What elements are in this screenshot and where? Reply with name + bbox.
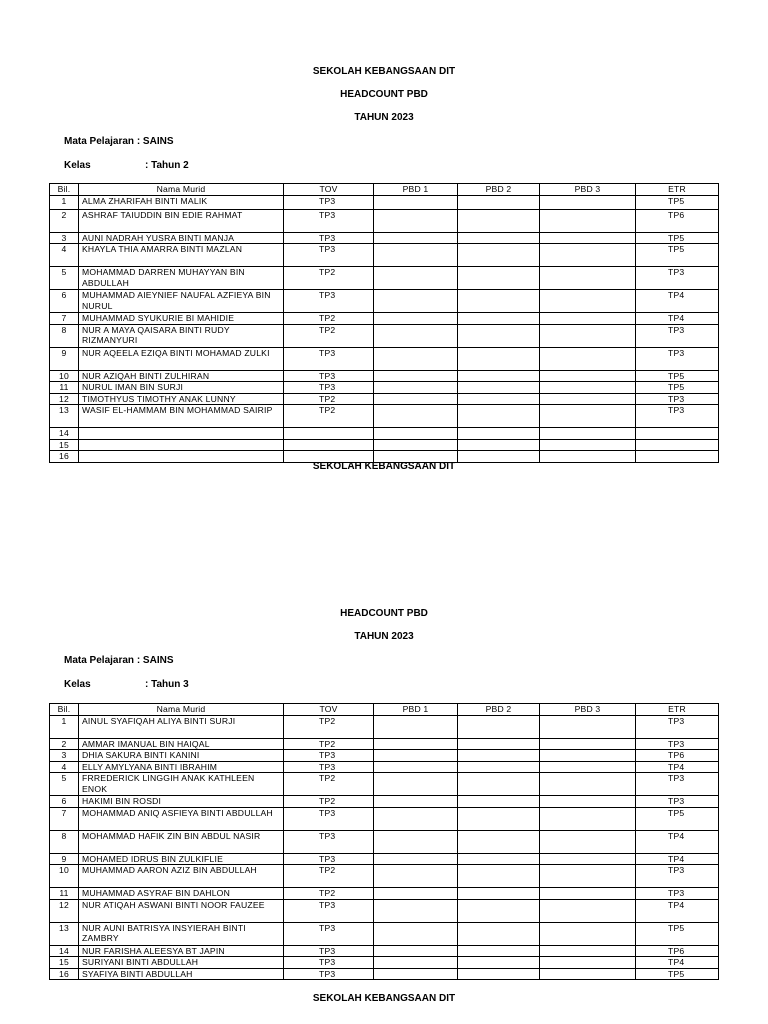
cell-etr: TP4 [636,290,719,313]
cell-name: NUR A MAYA QAISARA BINTI RUDY RIZMANYURI [79,324,284,347]
year-label: TAHUN 2023 [354,631,414,642]
cell-tov: TP2 [284,738,374,750]
cell-tov: TP3 [284,750,374,762]
table-row [50,428,719,440]
table-row [50,773,719,796]
table-row [50,195,719,209]
col-header-bil: Bil. [50,704,79,716]
table-row [50,945,719,957]
cell-pbd1 [374,853,458,865]
school-name: SEKOLAH KEBANGSAAN DIT [312,66,456,77]
cell-pbd2 [458,899,540,922]
cell-pbd3 [540,244,636,267]
table-row [50,738,719,750]
cell-bil: 6 [50,796,79,808]
cell-tov: TP2 [284,888,374,900]
cell-name: MOHAMMAD DARREN MUHAYYAN BIN ABDULLAH [79,267,284,290]
cell-etr: TP3 [636,865,719,888]
table-row [50,853,719,865]
cell-pbd2 [458,738,540,750]
cell-bil: 11 [50,382,79,394]
school-name: SEKOLAH KEBANGSAAN DIT [312,993,456,1004]
cell-pbd1 [374,945,458,957]
cell-etr: TP5 [636,807,719,830]
cell-bil: 10 [50,865,79,888]
cell-pbd2 [458,290,540,313]
table-row [50,244,719,267]
cell-bil: 10 [50,370,79,382]
cell-bil: 14 [50,945,79,957]
cell-etr: TP3 [636,773,719,796]
cell-pbd1 [374,405,458,428]
document-title: HEADCOUNT PBD [340,89,428,100]
cell-etr: TP6 [636,209,719,232]
cell-tov: TP3 [284,347,374,370]
table-row [50,439,719,451]
cell-pbd1 [374,715,458,738]
cell-tov: TP3 [284,244,374,267]
cell-etr: TP3 [636,738,719,750]
table-row [50,888,719,900]
cell-pbd1 [374,439,458,451]
cell-tov: TP2 [284,773,374,796]
cell-bil: 3 [50,750,79,762]
cell-pbd3 [540,957,636,969]
cell-pbd2 [458,865,540,888]
cell-name: HAKIMI BIN ROSDI [79,796,284,808]
cell-bil: 5 [50,773,79,796]
table-row [50,393,719,405]
cell-pbd3 [540,290,636,313]
cell-pbd1 [374,347,458,370]
cell-bil: 3 [50,232,79,244]
table-row [50,865,719,888]
cell-pbd2 [458,853,540,865]
cell-tov: TP3 [284,957,374,969]
cell-bil: 8 [50,830,79,853]
cell-name [79,439,284,451]
cell-name: ALMA ZHARIFAH BINTI MALIK [79,195,284,209]
cell-tov: TP3 [284,830,374,853]
cell-etr: TP3 [636,405,719,428]
cell-name: MOHAMMAD HAFIK ZIN BIN ABDUL NASIR [79,830,284,853]
cell-bil: 16 [50,968,79,980]
cell-pbd2 [458,313,540,325]
cell-bil: 16 [50,451,79,463]
cell-pbd2 [458,439,540,451]
cell-pbd3 [540,888,636,900]
cell-pbd1 [374,370,458,382]
table-row [50,347,719,370]
col-header-pbd2: PBD 2 [458,704,540,716]
cell-name: SYAFIYA BINTI ABDULLAH [79,968,284,980]
cell-tov [284,439,374,451]
cell-pbd1 [374,761,458,773]
cell-etr: TP5 [636,382,719,394]
cell-etr: TP6 [636,945,719,957]
col-header-name: Nama Murid [79,704,284,716]
cell-tov: TP3 [284,290,374,313]
cell-etr: TP3 [636,267,719,290]
cell-pbd2 [458,773,540,796]
headcount-table [49,703,719,980]
cell-etr: TP4 [636,313,719,325]
cell-name: ASHRAF TAIUDDIN BIN EDIE RAHMAT [79,209,284,232]
cell-pbd3 [540,209,636,232]
cell-etr: TP5 [636,232,719,244]
cell-etr: TP5 [636,195,719,209]
cell-pbd1 [374,922,458,945]
cell-tov: TP3 [284,761,374,773]
cell-pbd2 [458,195,540,209]
cell-pbd3 [540,195,636,209]
table-row [50,968,719,980]
cell-tov: TP3 [284,370,374,382]
cell-tov: TP2 [284,865,374,888]
cell-name: FRREDERICK LINGGIH ANAK KATHLEEN ENOK [79,773,284,796]
class-value: : Tahun 3 [145,679,189,690]
cell-pbd1 [374,796,458,808]
headcount-table [49,183,719,463]
cell-tov: TP2 [284,405,374,428]
cell-bil: 12 [50,899,79,922]
col-header-pbd2: PBD 2 [458,184,540,196]
table-row [50,370,719,382]
cell-name: WASIF EL-HAMMAM BIN MOHAMMAD SAIRIP [79,405,284,428]
cell-bil: 12 [50,393,79,405]
cell-pbd1 [374,232,458,244]
cell-pbd2 [458,715,540,738]
table-row [50,267,719,290]
cell-pbd2 [458,968,540,980]
cell-pbd2 [458,750,540,762]
cell-pbd3 [540,796,636,808]
table-row [50,290,719,313]
table-row [50,382,719,394]
cell-etr: TP3 [636,393,719,405]
cell-pbd2 [458,405,540,428]
table-row [50,807,719,830]
cell-pbd1 [374,865,458,888]
cell-pbd3 [540,405,636,428]
cell-bil: 6 [50,290,79,313]
col-header-pbd3: PBD 3 [540,184,636,196]
cell-pbd1 [374,267,458,290]
cell-name: NURUL IMAN BIN SURJI [79,382,284,394]
cell-bil: 13 [50,405,79,428]
cell-pbd2 [458,267,540,290]
table-row [50,830,719,853]
class-label: Kelas [64,160,91,171]
cell-pbd3 [540,738,636,750]
cell-name: NUR AZIQAH BINTI ZULHIRAN [79,370,284,382]
cell-pbd2 [458,347,540,370]
cell-tov: TP2 [284,715,374,738]
cell-pbd1 [374,244,458,267]
cell-pbd1 [374,957,458,969]
cell-tov: TP2 [284,267,374,290]
cell-bil: 15 [50,957,79,969]
cell-etr [636,439,719,451]
cell-name: MOHAMMAD ANIQ ASFIEYA BINTI ABDULLAH [79,807,284,830]
cell-pbd3 [540,968,636,980]
cell-pbd2 [458,428,540,440]
cell-pbd3 [540,439,636,451]
cell-pbd2 [458,761,540,773]
col-header-etr: ETR [636,704,719,716]
cell-pbd3 [540,761,636,773]
cell-pbd3 [540,382,636,394]
cell-pbd3 [540,750,636,762]
cell-bil: 8 [50,324,79,347]
cell-name: MUHAMMAD AARON AZIZ BIN ABDULLAH [79,865,284,888]
cell-tov: TP2 [284,324,374,347]
cell-tov: TP3 [284,807,374,830]
cell-name: DHIA SAKURA BINTI KANINI [79,750,284,762]
cell-tov: TP2 [284,313,374,325]
cell-etr: TP4 [636,853,719,865]
school-name: SEKOLAH KEBANGSAAN DIT [312,461,456,472]
table-row [50,750,719,762]
cell-name: SURIYANI BINTI ABDULLAH [79,957,284,969]
cell-name: NUR AQEELA EZIQA BINTI MOHAMAD ZULKI [79,347,284,370]
cell-bil: 11 [50,888,79,900]
cell-name: AMMAR IMANUAL BIN HAIQAL [79,738,284,750]
cell-bil: 9 [50,347,79,370]
cell-name: AUNI NADRAH YUSRA BINTI MANJA [79,232,284,244]
cell-name: KHAYLA THIA AMARRA BINTI MAZLAN [79,244,284,267]
cell-bil: 14 [50,428,79,440]
cell-etr: TP5 [636,370,719,382]
cell-name [79,428,284,440]
subject-label: Mata Pelajaran : SAINS [64,655,174,666]
cell-pbd3 [540,393,636,405]
cell-tov: TP3 [284,232,374,244]
cell-tov: TP2 [284,393,374,405]
cell-bil: 4 [50,244,79,267]
cell-bil: 4 [50,761,79,773]
cell-etr: TP5 [636,968,719,980]
cell-name: NUR AUNI BATRISYA INSYIERAH BINTI ZAMBRY [79,922,284,945]
cell-pbd3 [540,370,636,382]
cell-pbd2 [458,324,540,347]
cell-bil: 5 [50,267,79,290]
table-row [50,715,719,738]
cell-pbd3 [540,428,636,440]
cell-etr [636,428,719,440]
cell-tov: TP3 [284,945,374,957]
cell-bil: 7 [50,313,79,325]
cell-pbd3 [540,267,636,290]
cell-bil: 9 [50,853,79,865]
cell-etr: TP5 [636,244,719,267]
col-header-bil: Bil. [50,184,79,196]
cell-pbd1 [374,324,458,347]
cell-bil: 2 [50,209,79,232]
cell-pbd3 [540,715,636,738]
cell-pbd1 [374,738,458,750]
table-row [50,209,719,232]
cell-bil: 2 [50,738,79,750]
document-title: HEADCOUNT PBD [340,608,428,619]
cell-pbd2 [458,232,540,244]
table-row [50,761,719,773]
cell-pbd2 [458,370,540,382]
col-header-etr: ETR [636,184,719,196]
cell-etr: TP3 [636,796,719,808]
table-header-row [50,704,719,716]
col-header-tov: TOV [284,704,374,716]
cell-tov: TP3 [284,922,374,945]
cell-etr: TP4 [636,761,719,773]
cell-pbd3 [540,853,636,865]
cell-pbd3 [540,347,636,370]
cell-tov: TP3 [284,853,374,865]
cell-tov: TP3 [284,899,374,922]
cell-etr: TP6 [636,750,719,762]
cell-bil: 1 [50,715,79,738]
col-header-pbd3: PBD 3 [540,704,636,716]
cell-bil: 13 [50,922,79,945]
cell-tov [284,428,374,440]
cell-pbd1 [374,773,458,796]
col-header-pbd1: PBD 1 [374,704,458,716]
subject-label: Mata Pelajaran : SAINS [64,136,174,147]
cell-pbd2 [458,807,540,830]
cell-name: AINUL SYAFIQAH ALIYA BINTI SURJI [79,715,284,738]
table-header-row [50,184,719,196]
cell-pbd3 [540,945,636,957]
cell-tov: TP3 [284,382,374,394]
cell-pbd3 [540,232,636,244]
cell-pbd1 [374,750,458,762]
cell-pbd1 [374,382,458,394]
cell-pbd1 [374,968,458,980]
cell-pbd2 [458,945,540,957]
cell-pbd3 [540,324,636,347]
table-row [50,324,719,347]
cell-pbd1 [374,888,458,900]
cell-pbd3 [540,899,636,922]
cell-pbd2 [458,393,540,405]
cell-etr: TP3 [636,347,719,370]
cell-bil: 7 [50,807,79,830]
cell-name: TIMOTHYUS TIMOTHY ANAK LUNNY [79,393,284,405]
cell-pbd1 [374,899,458,922]
cell-bil: 15 [50,439,79,451]
col-header-name: Nama Murid [79,184,284,196]
cell-name: MUHAMMAD AIEYNIEF NAUFAL AZFIEYA BIN NURUL [79,290,284,313]
cell-pbd1 [374,209,458,232]
cell-etr: TP5 [636,922,719,945]
table-row [50,899,719,922]
cell-pbd2 [458,830,540,853]
table-row [50,796,719,808]
cell-tov: TP3 [284,968,374,980]
cell-pbd2 [458,957,540,969]
cell-tov: TP2 [284,796,374,808]
cell-tov: TP3 [284,209,374,232]
table-row [50,313,719,325]
cell-pbd1 [374,428,458,440]
cell-pbd1 [374,807,458,830]
cell-pbd1 [374,195,458,209]
cell-etr: TP3 [636,888,719,900]
cell-name: MOHAMED IDRUS BIN ZULKIFLIE [79,853,284,865]
cell-name: NUR ATIQAH ASWANI BINTI NOOR FAUZEE [79,899,284,922]
cell-pbd2 [458,922,540,945]
cell-name: NUR FARISHA ALEESYA BT JAPIN [79,945,284,957]
table-row [50,957,719,969]
cell-pbd3 [540,807,636,830]
cell-tov: TP3 [284,195,374,209]
table-row [50,405,719,428]
cell-name: MUHAMMAD ASYRAF BIN DAHLON [79,888,284,900]
table-row [50,232,719,244]
cell-pbd1 [374,313,458,325]
cell-etr: TP4 [636,899,719,922]
col-header-pbd1: PBD 1 [374,184,458,196]
cell-pbd2 [458,796,540,808]
cell-etr: TP3 [636,715,719,738]
cell-pbd3 [540,830,636,853]
cell-name: MUHAMMAD SYUKURIE BI MAHIDIE [79,313,284,325]
table-row [50,922,719,945]
cell-pbd3 [540,313,636,325]
cell-pbd2 [458,244,540,267]
col-header-tov: TOV [284,184,374,196]
year-label: TAHUN 2023 [354,112,414,123]
cell-pbd1 [374,393,458,405]
cell-etr: TP4 [636,957,719,969]
cell-etr: TP4 [636,830,719,853]
cell-pbd1 [374,290,458,313]
cell-bil: 1 [50,195,79,209]
cell-pbd3 [540,865,636,888]
cell-pbd2 [458,209,540,232]
cell-pbd3 [540,922,636,945]
class-label: Kelas [64,679,91,690]
cell-etr: TP3 [636,324,719,347]
cell-pbd2 [458,382,540,394]
cell-pbd2 [458,888,540,900]
cell-name: ELLY AMYLYANA BINTI IBRAHIM [79,761,284,773]
cell-pbd3 [540,773,636,796]
cell-pbd1 [374,830,458,853]
class-value: : Tahun 2 [145,160,189,171]
